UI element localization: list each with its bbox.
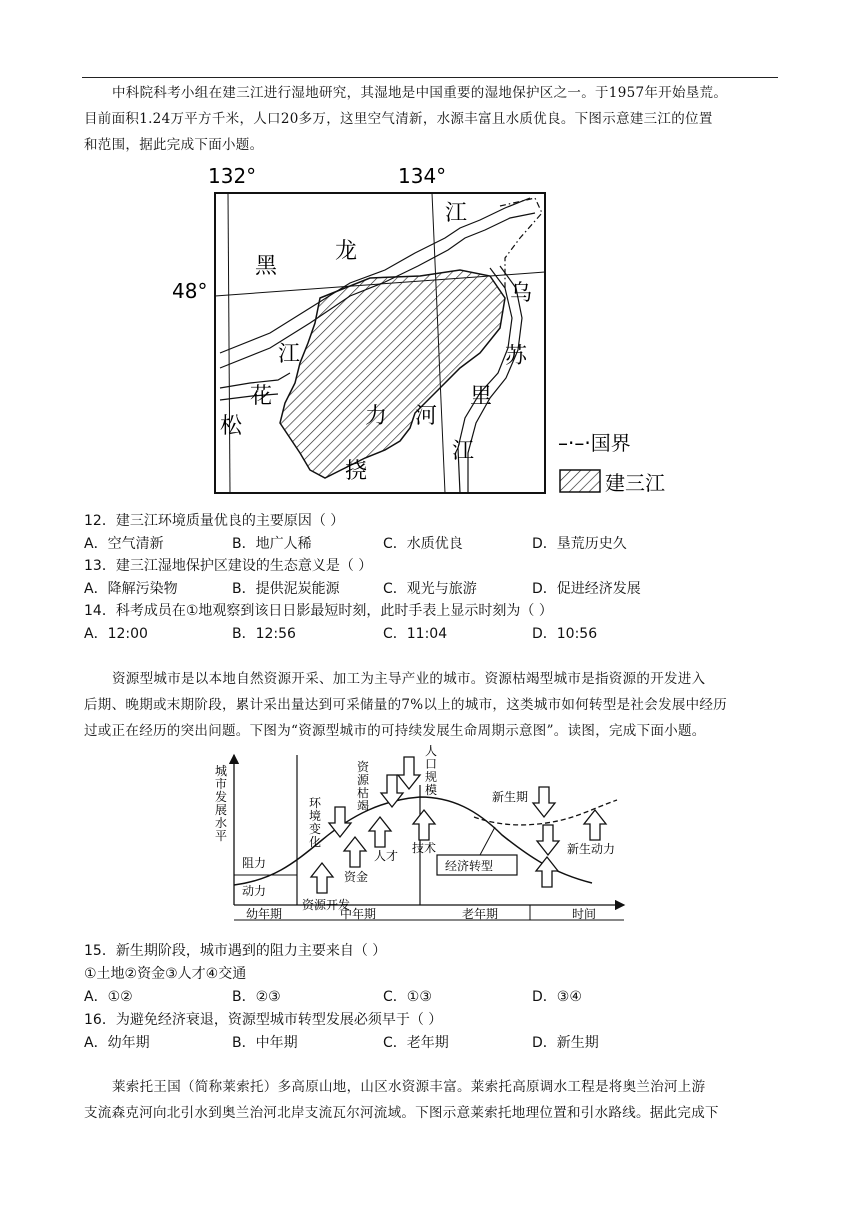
lat-label-48: 48° [172,279,208,303]
q13-option-c[interactable]: C．观光与旅游 [383,581,477,597]
intro2-line1: 资源型城市是以本地自然资源开采、加工为主导产业的城市。资源枯竭型城市是指资源的开发进入 [112,671,706,687]
q12-option-a[interactable]: A．空气清新 [84,536,164,552]
resistance-label: 阻力 [242,856,267,870]
jiansanjiang-map [160,158,700,503]
intro2-line2: 后期、晚期或末期阶段，累计采出量达到可采储量的7%以上的城市，这类城市如何转型是社会发展中经历 [84,697,728,713]
songhua-char-3: 江 [278,342,301,367]
q15-option-d[interactable]: D．③④ [532,989,582,1005]
tech-arrow [413,810,435,840]
y-axis-label-text-char: 水 [215,816,228,830]
naoli-char-2: 力 [365,404,388,429]
transform-down-arrow [537,825,559,855]
population-down-arrow [398,757,420,789]
res-exhaust-label [357,759,370,813]
question-14-stem: 14．科考成员在①地观察到该日日影最短时刻，此时手表上显示时刻为（ ） [84,603,553,619]
env-change-label [309,796,322,849]
legend-area: 建三江 [605,471,665,495]
stage1-label: 幼年期 [246,907,283,921]
res-exhaust-label-char: 资 [357,760,370,774]
stage2-label: 中年期 [340,907,377,921]
intro1-line1: 中科院科考小组在建三江进行湿地研究，其湿地是中国重要的湿地保护区之一。于1957年开始垦荒。 [112,85,728,101]
intro3-line2: 支流森克河向北引水到奥兰治河北岸支流瓦尔河流域。下图示意莱索托地理位置和引水路线。据此完成下 [84,1105,719,1121]
q15-option-c[interactable]: C．①③ [383,989,432,1005]
res-dev-label: 资源开发 [302,898,351,912]
question-16-stem: 16．为避免经济衰退，资源型城市转型发展必须早于（ ） [84,1012,443,1028]
q16-option-a[interactable]: A．幼年期 [84,1035,150,1051]
res-exhaust-label-char: 源 [357,773,370,787]
heilong-char-2: 龙 [335,239,358,264]
q16-option-c[interactable]: C．老年期 [383,1035,449,1051]
q12-option-d[interactable]: D．垦荒历史久 [532,536,627,552]
talent-arrow [369,817,391,847]
question-12-stem: 12．建三江环境质量优良的主要原因（ ） [84,513,345,529]
wusuli-char-1: 乌 [510,281,533,306]
intro3-line1: 莱索托王国（简称莱索托）多高原山地，山区水资源丰富。莱索托高原调水工程是将奥兰治河上游 [112,1079,706,1095]
q16-option-d[interactable]: D．新生期 [532,1035,599,1051]
intro-paragraph-2 [84,666,778,744]
intro-paragraph-1 [84,80,778,158]
new-power-label: 新生动力 [567,842,616,856]
q14-option-b[interactable]: B．12:56 [232,626,296,642]
driving-label: 动力 [242,884,267,898]
population-label [425,745,437,797]
population-label-char: 模 [425,783,438,797]
y-axis-label-text-char: 城 [215,764,228,778]
x-axis-label: 时间 [572,907,597,921]
q13-option-d[interactable]: D．促进经济发展 [532,581,641,597]
legend-hatch-swatch [560,470,600,492]
population-label-char: 口 [425,757,438,771]
res-exhaust-label-char: 竭 [357,799,370,813]
heilong-char-3: 江 [445,201,468,226]
question-13-stem: 13．建三江湿地保护区建设的生态意义是（ ） [84,558,373,574]
env-change-label-char: 变 [309,822,322,836]
env-change-label-char: 环 [309,796,322,810]
y-axis-label-text [215,764,227,843]
songhua-char-1: 松 [220,414,243,439]
q15-option-b[interactable]: B．②③ [232,989,281,1005]
new-period-label: 新生期 [492,790,529,804]
songhua-char-2: 花 [250,384,273,409]
capital-label: 资金 [344,870,369,884]
y-axis-label-text-char: 平 [215,829,228,843]
lon-label-132: 132° [208,164,257,188]
q12-option-c[interactable]: C．水质优良 [383,536,463,552]
lifecycle-diagram [212,745,632,930]
wusuli-char-4: 江 [452,439,475,464]
q14-option-d[interactable]: D．10:56 [532,626,598,642]
transform-pointer [480,827,495,855]
naoli-char-1: 挠 [345,459,368,484]
question-15-sub: ①土地②资金③人才④交通 [84,966,247,982]
res-exhaust-arrow [381,775,403,807]
q15-option-a[interactable]: A．①② [84,989,133,1005]
tech-label: 技术 [412,841,437,855]
question-15-stem: 15．新生期阶段，城市遇到的阻力主要来自（ ） [84,943,387,959]
population-label-char: 规 [425,770,438,784]
capital-arrow [344,837,366,867]
q13-option-a[interactable]: A．降解污染物 [84,581,178,597]
y-axis-label-text-char: 发 [215,790,228,804]
population-label-char: 人 [425,745,438,758]
meridian-132 [228,193,230,493]
q14-option-a[interactable]: A．12:00 [84,626,148,642]
heilong-char-1: 黑 [255,254,278,279]
intro1-line3: 和范围，据此完成下面小题。 [84,137,264,153]
env-change-label-char: 化 [309,835,322,849]
wusuli-char-3: 里 [470,384,493,409]
naoli-char-3: 河 [415,404,438,429]
q16-option-b[interactable]: B．中年期 [232,1035,298,1051]
stage3-label: 老年期 [462,907,499,921]
q13-option-b[interactable]: B．提供泥炭能源 [232,581,340,597]
env-change-label-char: 境 [309,809,322,823]
wusuli-char-2: 苏 [505,344,528,369]
res-exhaust-label-char: 枯 [357,786,370,800]
top-rule [82,77,778,78]
new-period-down-arrow [533,787,555,817]
res-dev-arrow [311,863,333,893]
legend-border: –·–·国界 [558,431,631,455]
intro2-line3: 过或正在经历的突出问题。下图为“资源型城市的可持续发展生命周期示意图”。读图，完成下面小题。 [84,723,706,739]
intro-paragraph-3 [84,1074,778,1126]
y-axis-label-text-char: 市 [215,777,228,791]
new-power-up-arrow [584,810,606,840]
intro1-line2: 目前面积1.24万平方千米，人口20多万，这里空气清新，水源丰富且水质优良。下图示意建三江的位置 [84,111,713,127]
transform-label: 经济转型 [445,859,494,873]
q14-option-c[interactable]: C．11:04 [383,626,448,642]
q12-option-b[interactable]: B．地广人稀 [232,536,312,552]
y-axis-label-text-char: 展 [215,803,228,817]
talent-label: 人才 [374,849,399,863]
lon-label-134: 134° [398,164,447,188]
